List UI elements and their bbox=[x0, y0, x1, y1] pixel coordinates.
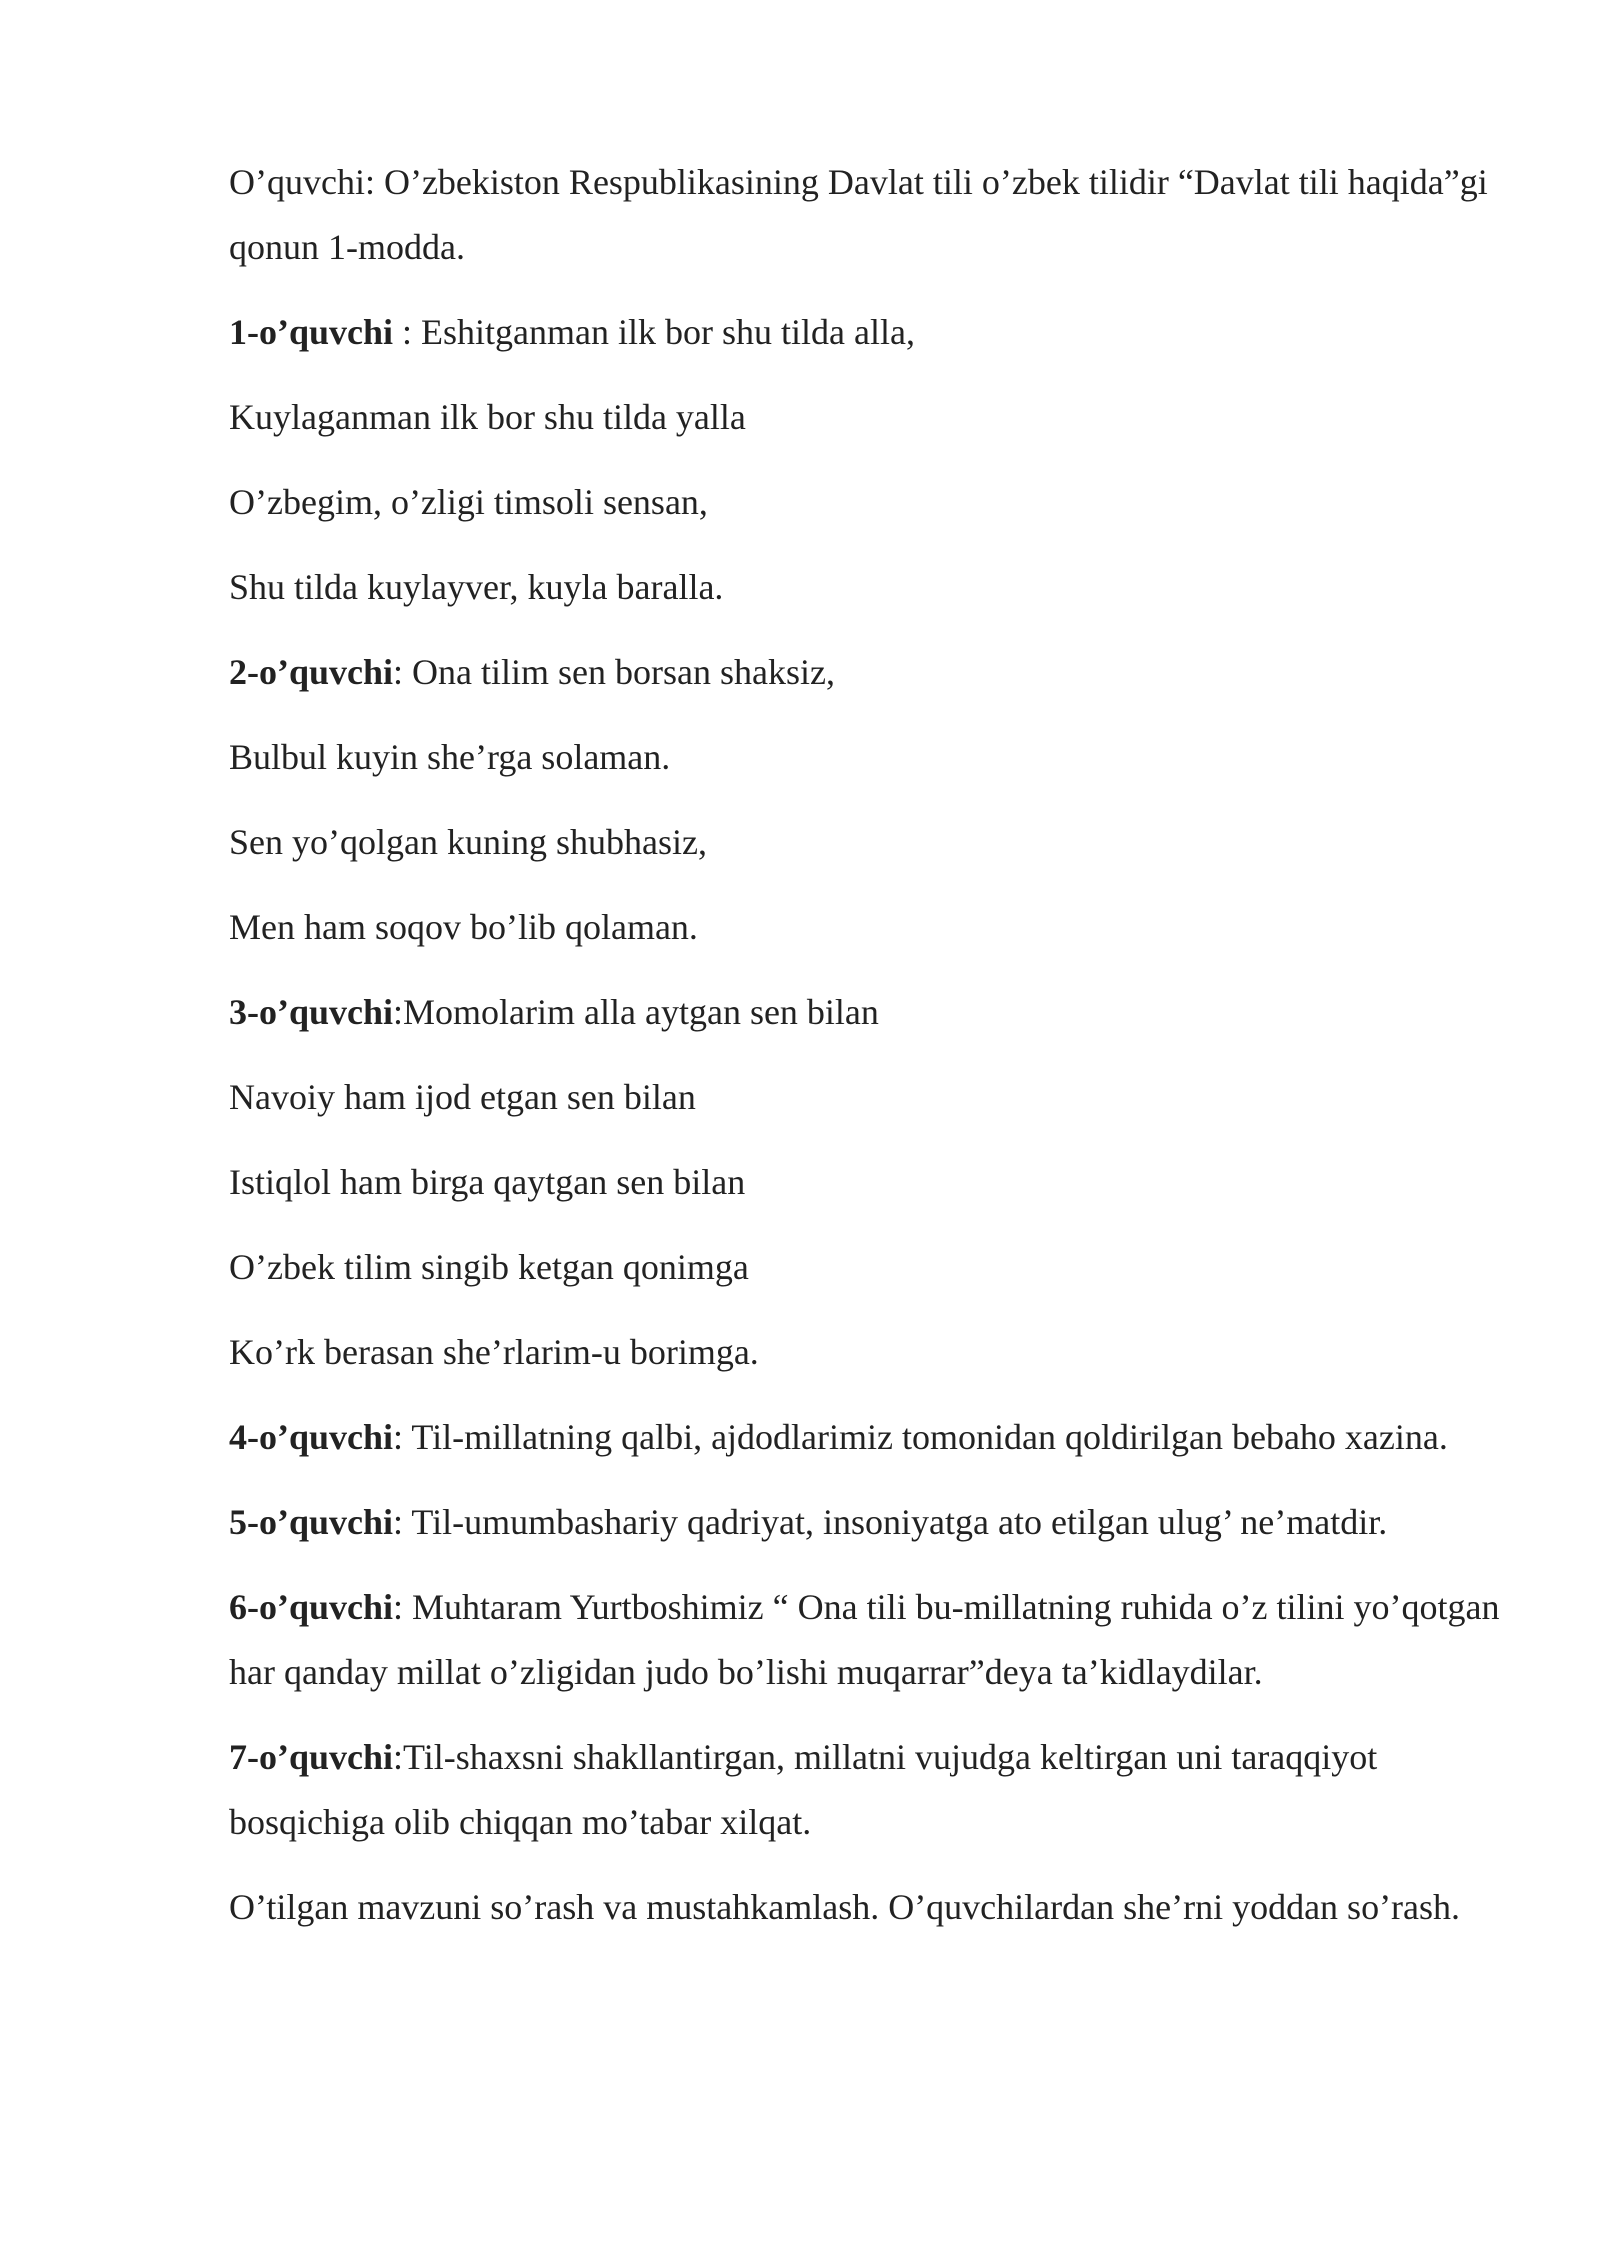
verse-line bbox=[229, 555, 1529, 620]
paragraph-speaker-1 bbox=[229, 300, 1529, 365]
paragraph-speaker-6 bbox=[229, 1575, 1529, 1705]
paragraph-text: : Til-millatning qalbi, ajdodlarimiz tomonidan qoldirilgan bebaho xazina. bbox=[393, 1417, 1448, 1457]
paragraph-text: :Momolarim alla aytgan sen bilan bbox=[393, 992, 879, 1032]
paragraph-text: O’quvchi: O’zbekiston Respublikasining Davlat tili o’zbek tilidir “Davlat tili haqida”gi qonun 1-modda. bbox=[229, 162, 1488, 267]
speaker-label: 3-o’quvchi bbox=[229, 992, 394, 1032]
paragraph-closing bbox=[229, 1875, 1529, 1940]
paragraph-speaker-7 bbox=[229, 1725, 1529, 1855]
paragraph-text: Navoiy ham ijod etgan sen bilan bbox=[229, 1077, 696, 1117]
paragraph-text: O’zbek tilim singib ketgan qonimga bbox=[229, 1247, 749, 1287]
paragraph-text: Istiqlol ham birga qaytgan sen bilan bbox=[229, 1162, 746, 1202]
paragraph-text: Bulbul kuyin she’rga solaman. bbox=[229, 737, 671, 777]
speaker-label: 7-o’quvchi bbox=[229, 1737, 394, 1777]
paragraph-speaker-4 bbox=[229, 1405, 1529, 1470]
paragraph-text: : Ona tilim sen borsan shaksiz, bbox=[393, 652, 835, 692]
verse-line bbox=[229, 895, 1529, 960]
paragraph-speaker-5 bbox=[229, 1490, 1529, 1555]
speaker-label: 2-o’quvchi bbox=[229, 652, 394, 692]
paragraph-text: O’zbegim, o’zligi timsoli sensan, bbox=[229, 482, 708, 522]
paragraph-intro bbox=[229, 150, 1529, 280]
paragraph-text: Men ham soqov bo’lib qolaman. bbox=[229, 907, 698, 947]
document-page bbox=[229, 150, 1529, 1960]
paragraph-text: : Eshitganman ilk bor shu tilda alla, bbox=[393, 312, 915, 352]
verse-line bbox=[229, 385, 1529, 450]
speaker-label: 4-o’quvchi bbox=[229, 1417, 394, 1457]
paragraph-text: O’tilgan mavzuni so’rash va mustahkamlash. O’quvchilardan she’rni yoddan so’rash. bbox=[229, 1887, 1461, 1927]
paragraph-speaker-3 bbox=[229, 980, 1529, 1045]
paragraph-text: : Til-umumbashariy qadriyat, insoniyatga ato etilgan ulug’ ne’matdir. bbox=[393, 1502, 1388, 1542]
paragraph-text: : Muhtaram Yurtboshimiz “ Ona tili bu-millatning ruhida o’z tilini yo’qotgan har qanday millat o’zligidan judo bo’lishi muqarrar”deya ta’kidlaydilar. bbox=[229, 1587, 1500, 1692]
verse-line bbox=[229, 1320, 1529, 1385]
speaker-label: 5-o’quvchi bbox=[229, 1502, 394, 1542]
speaker-label: 1-o’quvchi bbox=[229, 312, 394, 352]
verse-line bbox=[229, 1065, 1529, 1130]
speaker-label: 6-o’quvchi bbox=[229, 1587, 394, 1627]
verse-line bbox=[229, 810, 1529, 875]
verse-line bbox=[229, 1150, 1529, 1215]
paragraph-text: Sen yo’qolgan kuning shubhasiz, bbox=[229, 822, 707, 862]
verse-line bbox=[229, 470, 1529, 535]
paragraph-text: Shu tilda kuylayver, kuyla baralla. bbox=[229, 567, 724, 607]
verse-line bbox=[229, 1235, 1529, 1300]
paragraph-text: Ko’rk berasan she’rlarim-u borimga. bbox=[229, 1332, 759, 1372]
paragraph-speaker-2 bbox=[229, 640, 1529, 705]
paragraph-text: Kuylaganman ilk bor shu tilda yalla bbox=[229, 397, 746, 437]
paragraph-text: :Til-shaxsni shakllantirgan, millatni vujudga keltirgan uni taraqqiyot bosqichiga olib chiqqan mo’tabar xilqat. bbox=[229, 1737, 1378, 1842]
verse-line bbox=[229, 725, 1529, 790]
